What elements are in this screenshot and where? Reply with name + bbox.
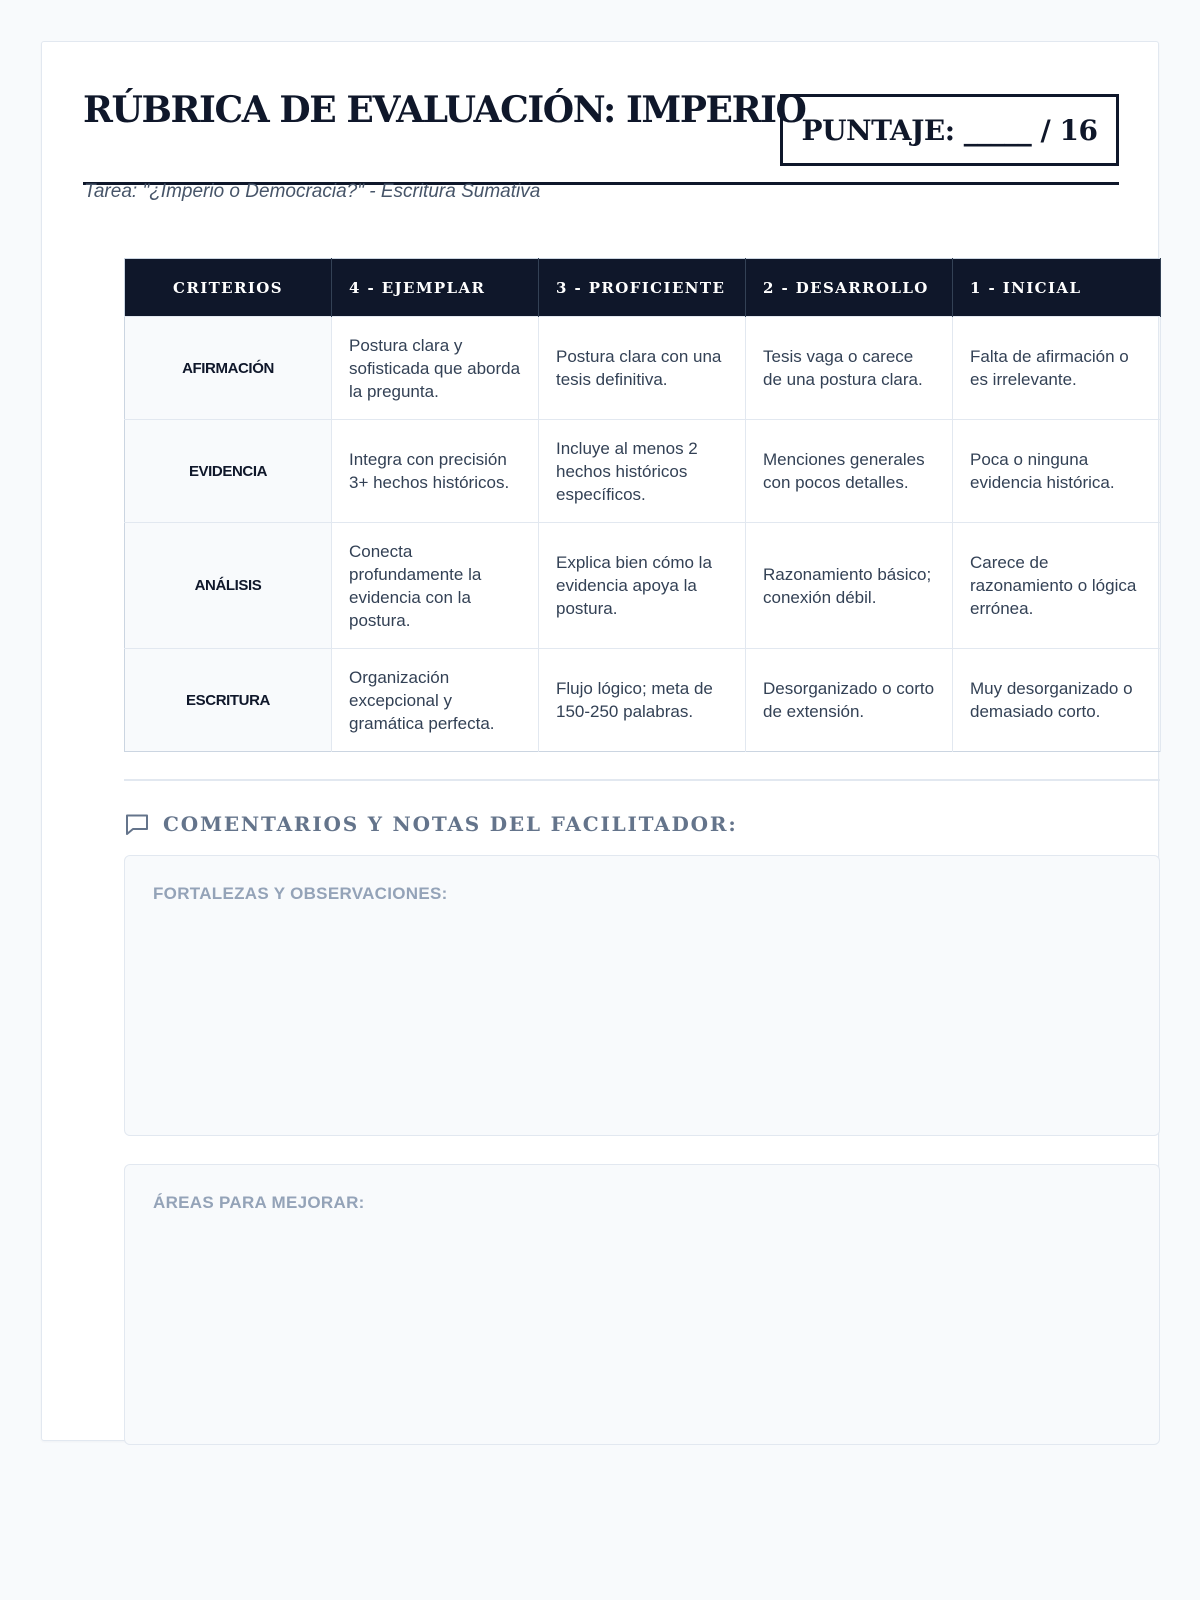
table-cell: Flujo lógico; meta de 150-250 palabras. (539, 649, 746, 752)
table-cell: Desorganizado o corto de extensión. (746, 649, 953, 752)
improvement-label: ÁREAS PARA MEJORAR: (153, 1193, 365, 1212)
score-box: PUNTAJE: _____ / 16 (780, 94, 1119, 166)
criterion-label: ESCRITURA (125, 649, 332, 752)
criterion-label: EVIDENCIA (125, 420, 332, 523)
table-cell: Menciones generales con pocos detalles. (746, 420, 953, 523)
column-header-criterios: CRITERIOS (125, 259, 332, 317)
table-row (125, 317, 1161, 420)
table-cell: Postura clara con una tesis definitiva. (539, 317, 746, 420)
table-cell: Carece de razonamiento o lógica errónea. (953, 523, 1161, 649)
table-cell: Postura clara y sofisticada que aborda la pregunta. (332, 317, 539, 420)
table-cell: Tesis vaga o carece de una postura clara. (746, 317, 953, 420)
table-cell: Muy desorganizado o demasiado corto. (953, 649, 1161, 752)
rubric-table (124, 258, 1161, 752)
section-divider (124, 779, 1160, 781)
comments-heading (124, 809, 738, 839)
table-cell: Explica bien cómo la evidencia apoya la postura. (539, 523, 746, 649)
header (83, 86, 1119, 202)
table-header-row (125, 259, 1161, 317)
comments-heading-label: COMENTARIOS Y NOTAS DEL FACILITADOR: (163, 812, 738, 836)
strengths-notes-box[interactable] (124, 855, 1160, 1136)
criterion-label: ANÁLISIS (125, 523, 332, 649)
column-header-inicial: 1 - INICIAL (953, 259, 1161, 317)
improvement-notes-box[interactable] (124, 1164, 1160, 1445)
table-row (125, 523, 1161, 649)
table-cell: Organización excepcional y gramática perfecta. (332, 649, 539, 752)
strengths-label: FORTALEZAS Y OBSERVACIONES: (153, 884, 448, 903)
table-cell: Integra con precisión 3+ hechos históricos. (332, 420, 539, 523)
table-row (125, 649, 1161, 752)
criterion-label: AFIRMACIÓN (125, 317, 332, 420)
column-header-proficiente: 3 - PROFICIENTE (539, 259, 746, 317)
assignment-subtitle: Tarea: "¿Imperio o Democracia?" - Escritura Sumativa (84, 181, 541, 202)
column-header-desarrollo: 2 - DESARROLLO (746, 259, 953, 317)
chat-bubble-icon (124, 811, 150, 837)
table-row (125, 420, 1161, 523)
column-header-ejemplar: 4 - EJEMPLAR (332, 259, 539, 317)
rubric-sheet (41, 41, 1159, 1441)
table-cell: Incluye al menos 2 hechos históricos específicos. (539, 420, 746, 523)
page-title: RÚBRICA DE EVALUACIÓN: IMPERIO (83, 89, 806, 131)
table-cell: Conecta profundamente la evidencia con la postura. (332, 523, 539, 649)
table-cell: Poca o ninguna evidencia histórica. (953, 420, 1161, 523)
table-cell: Falta de afirmación o es irrelevante. (953, 317, 1161, 420)
table-cell: Razonamiento básico; conexión débil. (746, 523, 953, 649)
